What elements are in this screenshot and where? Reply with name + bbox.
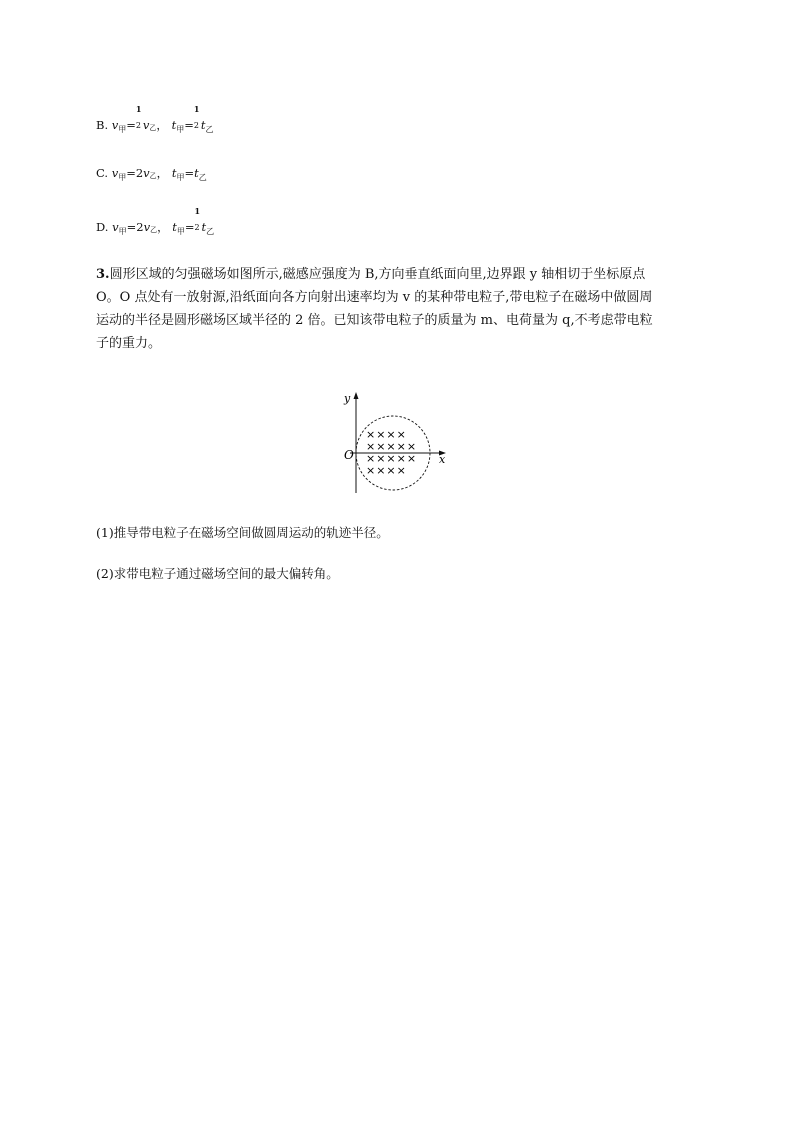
problem-line-2: O。O 点处有一放射源,沿纸面向各方向射出速率均为 v 的某种带电粒子,带电粒子在磁场中做圆周: [96, 290, 653, 305]
magnetic-field-figure: [336, 390, 456, 500]
separator: ，: [156, 118, 168, 132]
frac-den: 2: [135, 121, 141, 130]
var-v: v: [143, 220, 151, 234]
equals: =: [184, 118, 194, 132]
option-label: D.: [96, 220, 109, 234]
problem-line-3: 运动的半径是圆形磁场区域半径的 2 倍。已知该带电粒子的质量为 m、电荷量为 q,不考虑带电粒: [96, 313, 653, 328]
frac-num: 1: [194, 206, 201, 216]
sub-question-2: (2)求带电粒子通过磁场空间的最大偏转角。: [96, 566, 339, 581]
equals: =2: [126, 220, 144, 234]
var-t: t: [201, 220, 207, 234]
frac-num: 1: [135, 104, 142, 114]
equals: =: [184, 166, 195, 180]
subscript: 乙: [150, 226, 158, 234]
field-cross-row: ××××: [366, 464, 407, 477]
subscript: 甲: [176, 173, 185, 182]
problem-line-1: [96, 263, 696, 286]
var-v: v: [111, 166, 119, 180]
var-t: t: [194, 166, 199, 180]
x-axis-label: x: [439, 453, 446, 466]
var-v: v: [112, 220, 119, 234]
problem-text: 圆形区域的匀强磁场如图所示,磁感应强度为 B,方向垂直纸面向里,边界跟 y 轴相切于坐标原点: [109, 267, 646, 282]
separator: ，: [156, 166, 169, 180]
option-c: [96, 166, 207, 185]
subscript: 乙: [149, 124, 157, 132]
frac-den: 2: [193, 121, 199, 130]
option-label: C.: [96, 166, 109, 180]
sub-question-1: (1)推导带电粒子在磁场空间做圆周运动的轨迹半径。: [96, 525, 389, 540]
separator: ，: [157, 220, 169, 234]
subscript: 乙: [149, 172, 157, 180]
subscript: 乙: [206, 227, 215, 236]
field-cross-row: ×××××: [366, 440, 418, 453]
var-t: t: [172, 220, 177, 234]
field-cross-row: ××××: [366, 428, 407, 441]
subscript: 乙: [205, 125, 214, 134]
var-v: v: [111, 118, 119, 132]
var-v: v: [143, 166, 150, 180]
subscript: 甲: [118, 227, 127, 236]
var-t: t: [171, 166, 177, 180]
fraction: [135, 104, 143, 133]
equals: =: [126, 118, 136, 132]
var-v: v: [142, 118, 150, 132]
subscript: 甲: [176, 125, 185, 134]
problem-line-4: 子的重力。: [96, 336, 162, 351]
subscript: 乙: [198, 173, 207, 182]
y-axis-arrow: [354, 392, 359, 399]
option-b: [96, 104, 214, 137]
origin-label: O: [344, 448, 354, 462]
frac-num: 1: [193, 104, 200, 114]
var-t: t: [171, 118, 177, 132]
problem-3: [96, 263, 696, 355]
subscript: 甲: [118, 173, 127, 182]
fraction: [194, 206, 202, 235]
subscript: 甲: [118, 125, 127, 134]
equals: =2: [126, 166, 144, 180]
fraction: [193, 104, 201, 133]
problem-number: 3.: [96, 267, 110, 282]
var-t: t: [200, 118, 206, 132]
frac-den: 2: [194, 223, 200, 232]
option-d: D. $v_甲=2v$乙， $t_甲=$ 1 2 $t_乙$: [96, 206, 215, 236]
field-cross-row: ×××××: [366, 452, 418, 465]
option-label: B.: [96, 118, 109, 132]
subscript: 甲: [176, 227, 185, 236]
y-axis-label: y: [344, 392, 351, 405]
